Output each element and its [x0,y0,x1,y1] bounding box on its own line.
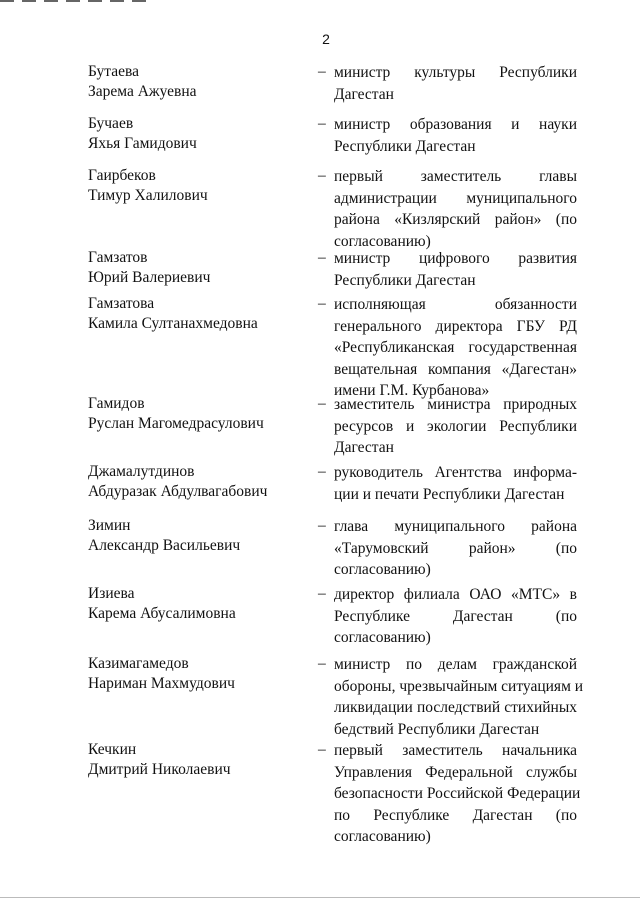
position-line: по Республике Дагестан (по [334,806,577,824]
member-given-names: Юрий Валериевич [88,269,211,286]
position-line: администрации муниципального [334,189,577,207]
position-line: согласованию) [334,232,431,250]
member-position [334,62,577,105]
member-name [88,462,308,502]
member-name [88,62,308,102]
position-line: «Республиканская государственная [334,339,577,356]
member-position [334,462,577,505]
member-given-names: Тимур Халилович [88,187,208,204]
position-line: обороны, чрезвычайным ситуациям и [334,677,584,695]
member-surname: Изиева [88,585,135,602]
member-given-names: Нариман Махмудович [88,675,235,692]
member-name [88,740,308,780]
member-surname: Бучаев [88,115,134,132]
member-position [334,516,577,581]
member-name [88,584,308,624]
member-position [334,166,577,252]
position-line: бедствий Республики Дагестан [334,720,540,738]
dash-separator: – [318,249,326,266]
dash-separator: – [318,517,326,534]
member-surname: Казимагамедов [88,655,189,672]
member-position [334,294,577,402]
member-position [334,584,577,649]
member-given-names: Карема Абусалимовна [88,605,236,622]
position-line: ции и печати Республики Дагестан [334,485,565,503]
member-name [88,248,308,288]
position-line: согласованию) [334,561,431,578]
position-line: министр по делам гражданской [334,656,577,673]
member-name [88,114,308,154]
member-given-names: Абдуразак Абдулвагабович [88,483,268,500]
member-surname: Джамалутдинов [88,463,195,480]
member-name [88,294,308,334]
position-line: заместитель министра природных [334,396,577,413]
dash-separator: – [318,167,326,184]
member-given-names: Руслан Магомедрасулович [88,415,264,432]
dash-separator: – [318,741,326,758]
member-given-names: Зарема Ажуевна [88,83,197,100]
member-surname: Бутаева [88,63,139,80]
scan-top-edge-mark [0,0,150,2]
position-line: министр образования и науки [334,116,577,133]
position-line: ликвидации последствий стихийных [334,699,577,716]
position-line: исполняющая обязанности [334,296,577,313]
position-line: ресурсов и экологии Республики [334,417,577,435]
position-line: Республики Дагестан [334,137,476,155]
member-surname: Гамидов [88,395,145,412]
position-line: генерального директора ГБУ РД [334,317,577,335]
member-surname: Зимин [88,517,131,534]
page-number: 2 [322,31,330,47]
member-surname: Гамзатова [88,295,155,312]
member-given-names: Камила Султанахмедовна [88,315,258,332]
member-surname: Кечкин [88,741,137,758]
position-line: глава муниципального района [334,518,577,535]
position-line: согласованию) [334,828,431,845]
dash-separator: – [318,395,326,412]
dash-separator: – [318,655,326,672]
scan-bottom-edge-line [0,897,640,898]
member-given-names: Яхья Гамидович [88,135,197,152]
position-line: Управления Федеральной службы [334,763,577,781]
position-line: вещательная компания «Дагестан» [334,360,577,378]
position-line: Республики Дагестан [334,271,476,289]
position-line: согласованию) [334,629,431,646]
member-name [88,166,308,206]
member-name [88,516,308,556]
member-name [88,394,308,434]
position-line: района «Кизлярский район» (по [334,211,577,228]
position-line: первый заместитель начальника [334,742,577,759]
member-position [334,114,577,157]
position-line: руководитель Агентства информа- [334,464,577,481]
position-line: министр цифрового развития [334,250,577,267]
position-line: Дагестан [334,85,394,103]
position-line: Республике Дагестан (по [334,607,577,625]
position-line: первый заместитель главы [334,168,577,185]
position-line: министр культуры Республики [334,64,577,81]
position-line: директор филиала ОАО «МТС» в [334,586,577,603]
position-line: Дагестан [334,439,394,456]
member-position [334,654,584,740]
member-surname: Гаирбеков [88,167,156,184]
member-position [334,740,581,848]
member-surname: Гамзатов [88,249,148,266]
dash-separator: – [318,463,326,480]
member-position [334,394,577,459]
dash-separator: – [318,295,326,312]
position-line: «Тарумовский район» (по [334,539,577,557]
dash-separator: – [318,63,326,80]
member-given-names: Дмитрий Николаевич [88,761,231,778]
member-name [88,654,308,694]
position-line: безопасности Российской Федерации [334,785,581,802]
dash-separator: – [318,585,326,602]
member-position [334,248,577,291]
member-given-names: Александр Васильевич [88,537,241,554]
dash-separator: – [318,115,326,132]
position-line: имени Г.М. Курбанова» [334,382,490,399]
